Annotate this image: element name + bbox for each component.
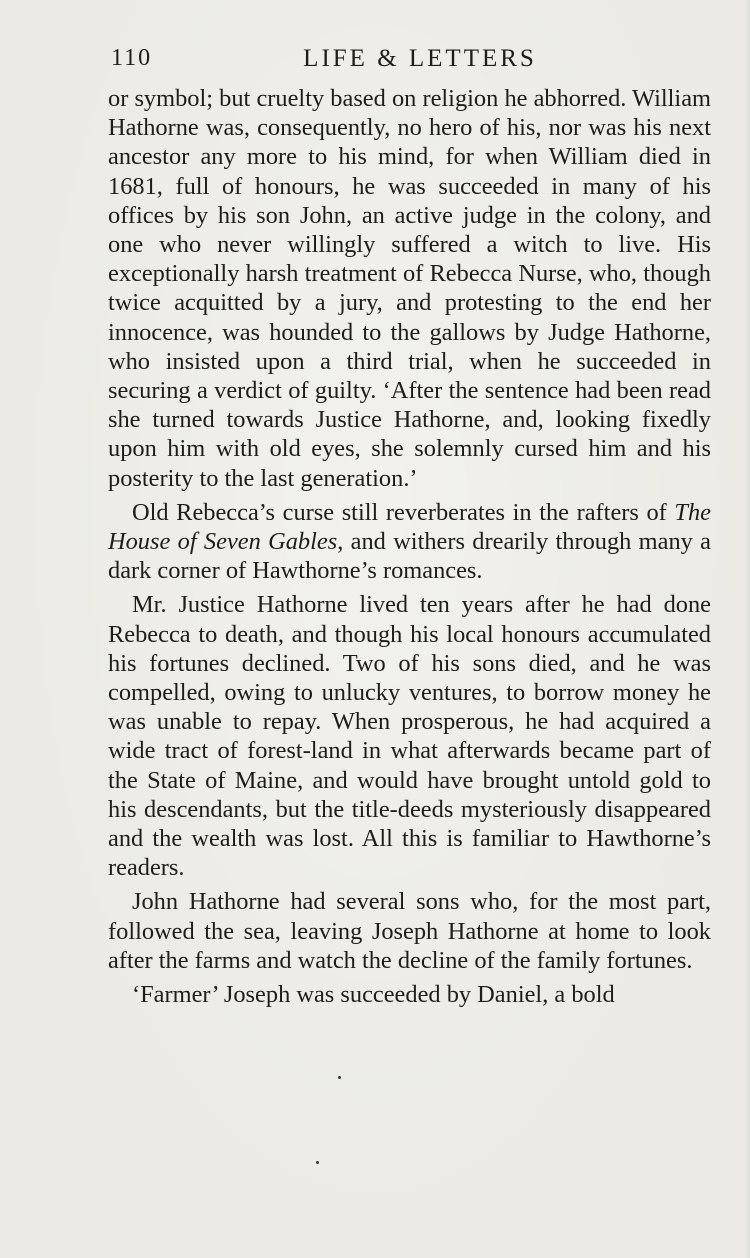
paragraph-2-text-end: , and withers drearily through many a dark corner of Hawthorne’s romances. [108, 528, 711, 585]
page-edge-shadow [744, 0, 750, 1258]
paper-speck [316, 1161, 319, 1164]
body-text [108, 84, 711, 1009]
page-header [108, 42, 712, 78]
book-title: The House of Seven Gables [108, 498, 711, 556]
paragraph-3: Mr. Justice Hathorne lived ten years after he had done Rebecca to death, and though his local honours accumulated his fortunes declined. Two of his sons died, and he was compelled, owing to unlucky ventures, to borrow money he was unable to repay. When prosperous, he had acquired a wide tract of forest-land in what afterwards became part of the State of Maine, and would have brought untold gold to his descendants, but the title-deeds mysteriously disappeared and the wealth was lost. All this is familiar to Hawthorne’s readers. [108, 591, 711, 882]
paragraph-1: or symbol; but cruelty based on religion he abhorred. William Hathorne was, consequently, no hero of his, nor was his next ancestor any more to his mind, for when William died in 1681, full of honours, he was succeeded in many of his offices by his son John, an active judge in the colony, and one who never willingly suffered a witch to live. His exceptionally harsh treatment of Rebecca Nurse, who, though twice acquitted by a jury, and protesting to the end her innocence, was hounded to the gallows by Judge Hathorne, who insisted upon a third trial, when he succeeded in securing a verdict of guilty. ‘After the sentence had been read she turned towards Justice Hathorne, and, looking fixedly upon him with old eyes, she solemnly cursed him and his posterity to the last generation.’ [108, 85, 711, 492]
paragraph-5: ‘Farmer’ Joseph was succeeded by Daniel, a bold [132, 981, 615, 1009]
running-head: LIFE & LETTERS [303, 45, 537, 72]
page-number: 110 [111, 45, 153, 71]
paragraph-2-text-start: Old Rebecca’s curse still reverberates in the rafters of [132, 498, 675, 526]
paragraph-4: John Hathorne had several sons who, for the most part, followed the sea, leaving Joseph Hathorne at home to look after the farms and watch the decline of the family fortunes. [108, 888, 711, 974]
paper-speck [338, 1076, 341, 1079]
paragraph-2 [108, 498, 711, 586]
